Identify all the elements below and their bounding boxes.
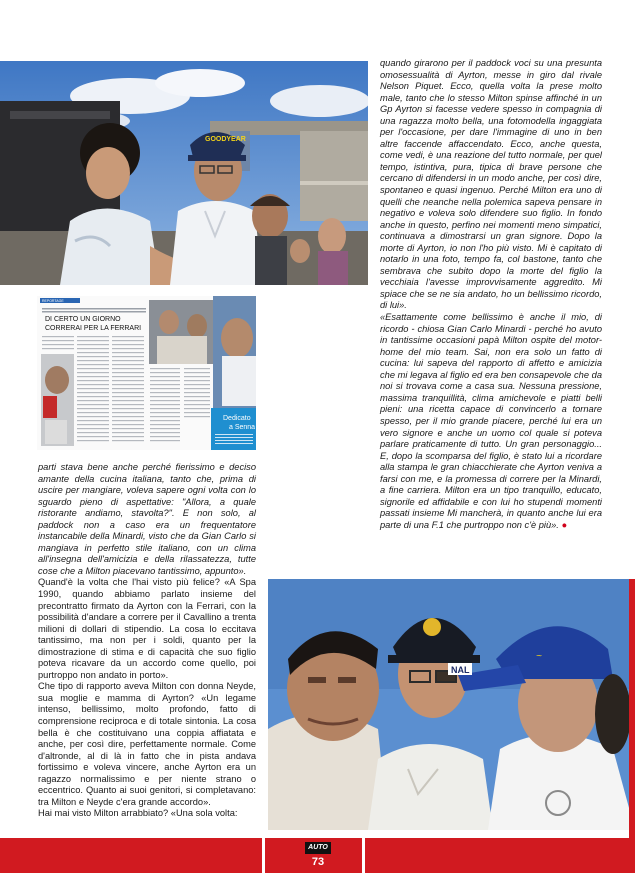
end-mark: ● [561,519,568,530]
page-number: 73 [311,856,325,868]
page-badge [300,838,336,873]
right-paragraph-2: «Esattamente come bellissimo è anche il mio, di ricordo - chiosa Gian Carlo Minardi - perché ho avuto in tantissime occasioni papà Milton ospite del motor-home del mio team. Sai, non era solo un fatto di cucina: lui sapeva del rapporto di affetto e amicizia che mi legava al figlio ed era ben consapevole che da noi si trovava come a casa sua. Nessuna pressione, massima tranquillità, clima amichevole e piatti belli pieni: una ricetta capace di convincerlo a tornare spesso, per il mio grande piacere, perché lui era un vero signore e anche un uomo col quale si poteva parlare praticamente di tutto. Un gran personaggio... E, dopo la scomparsa del figlio, è stato lui a ricordare alla stampa le gran chiacchierate che Ayrton veniva a farsi con me, e la promessa di correre per la Minardi, a fine carriera. Milton era un tipo tranquillo, educato, signorile ed affidabile e con lui ho stupendi momenti passati insieme Mi mancherà, in quanto anche lui era parte di una F.1 che purtroppo non c'è più». ● [380,312,602,530]
top-photo [0,61,368,285]
right-column-text [380,58,602,531]
left-column-text [38,462,256,820]
clipping-box-title-1: Dedicato [223,415,251,422]
magazine-clipping [37,296,256,450]
right-paragraph-1: quando girarono per il paddock voci su una presunta omosessualità di Ayrton, messe in giro dal rivale Nelson Piquet. Ecco, quella volta la prese molto male, tanto che lo stesso Milton spinse affinché in un Gp Ayrton si facesse vedere spesso in compagnia di una ragazza molto bella, una fotomodella ingaggiata per l'occasione, per dare l'immagine di uno in ben altre faccende affaccendato. Ecco, anche questa, come vedi, è una reazione del tutto normale, per quel tempo, istintiva, pura, tipica di brave persone che cercano di difendersi in un modo anche, per così dire, spontaneo e quasi ingenuo. Perché Milton era uno di quelli che neanche nella polemica sapeva pensare in negativo e voleva solo difendere suo figlio. In fondo anche in questo, perfino nei momenti meno simpatici, continuava a dimostrarsi un gran signore. Dopo la morte di Ayrton, io non l'ho più visto. Mi è capitato di notarlo in una foto, tempo fa, col bastone, tanto che sembrava che subito dopo la morte del figlio la vecchiaia l'avesse improvvisamente aggredito. Mi spiace che se ne sia andato, ho un bellissimo ricordo, di lui». [380,58,602,311]
hat-logo: GOODYEAR [205,136,246,143]
bottom-photo [268,579,635,830]
cap-text: NAL [451,665,470,675]
clipping-headline-1: DI CERTO UN GIORNO [45,316,121,323]
left-paragraph-3: Che tipo di rapporto aveva Milton con donna Neyde, sua moglie e mamma di Ayrton? «Un legame intenso, bellissimo, molto profondo, fatto di comprensione reciproca e di totale sintonia. La cosa bella è che costituivano una coppia affiatata e anche, per così dire, perfettamente normale. Come d'altronde, al di là in fatto che in pista andava fortissimo e voleva vincere, anche Ayrton era un ragazzo normalissimo e per niente strano o eccentrico. Quanto ai suoi genitori, si completavano: tra Milton e Neyde c'era grande accordo». [38,681,256,807]
left-paragraph-2: Quand'è la volta che l'hai visto più felice? «A Spa 1990, quando abbiamo parlato insieme del precontratto firmato da Ayrton con la Ferrari, con la possibilità d'andare a correre per il Cavallino a trenta milioni di dollari di stipendio. La cosa lo eccitava tantissimo, ma non per i soldi, quanto per la dimostrazione di stima e di capacità che suo figlio poteva ricavare da un accordo come quello, poi purtroppo non andato in porto». [38,577,256,680]
svg-text:~: ~ [536,651,542,662]
footer-divider-right [362,838,365,873]
magazine-logo: AUTO [305,842,331,854]
footer-divider-left [262,838,265,873]
clipping-header: REPORTAGE [42,299,64,303]
left-paragraph-1: parti stava bene anche perché fierissimo e deciso amante della cucina italiana, tanto che, prima di uscire per mangiare, voleva sapere ogni volta con lo sguardo pieno di aspettative: "Allora, a quale ristorante andiamo, stavolta?". E non solo, al paddock non a caso era un frequentatore instancabile della Minardi, visto che da Gian Carlo si mangiava in perfetto stile italiano, con un clima all'insegna dell'amicizia e della rilassatezza, tutte cose che a Milton piacevano tantissimo, appunto». [38,462,256,576]
left-paragraph-4: Hai mai visto Milton arrabbiato? «Una sola volta: [38,808,238,819]
clipping-box-title-2: a Senna [229,424,256,431]
red-edge-strip [629,579,635,838]
clipping-headline-2: CORRERAI PER LA FERRARI [45,325,142,332]
